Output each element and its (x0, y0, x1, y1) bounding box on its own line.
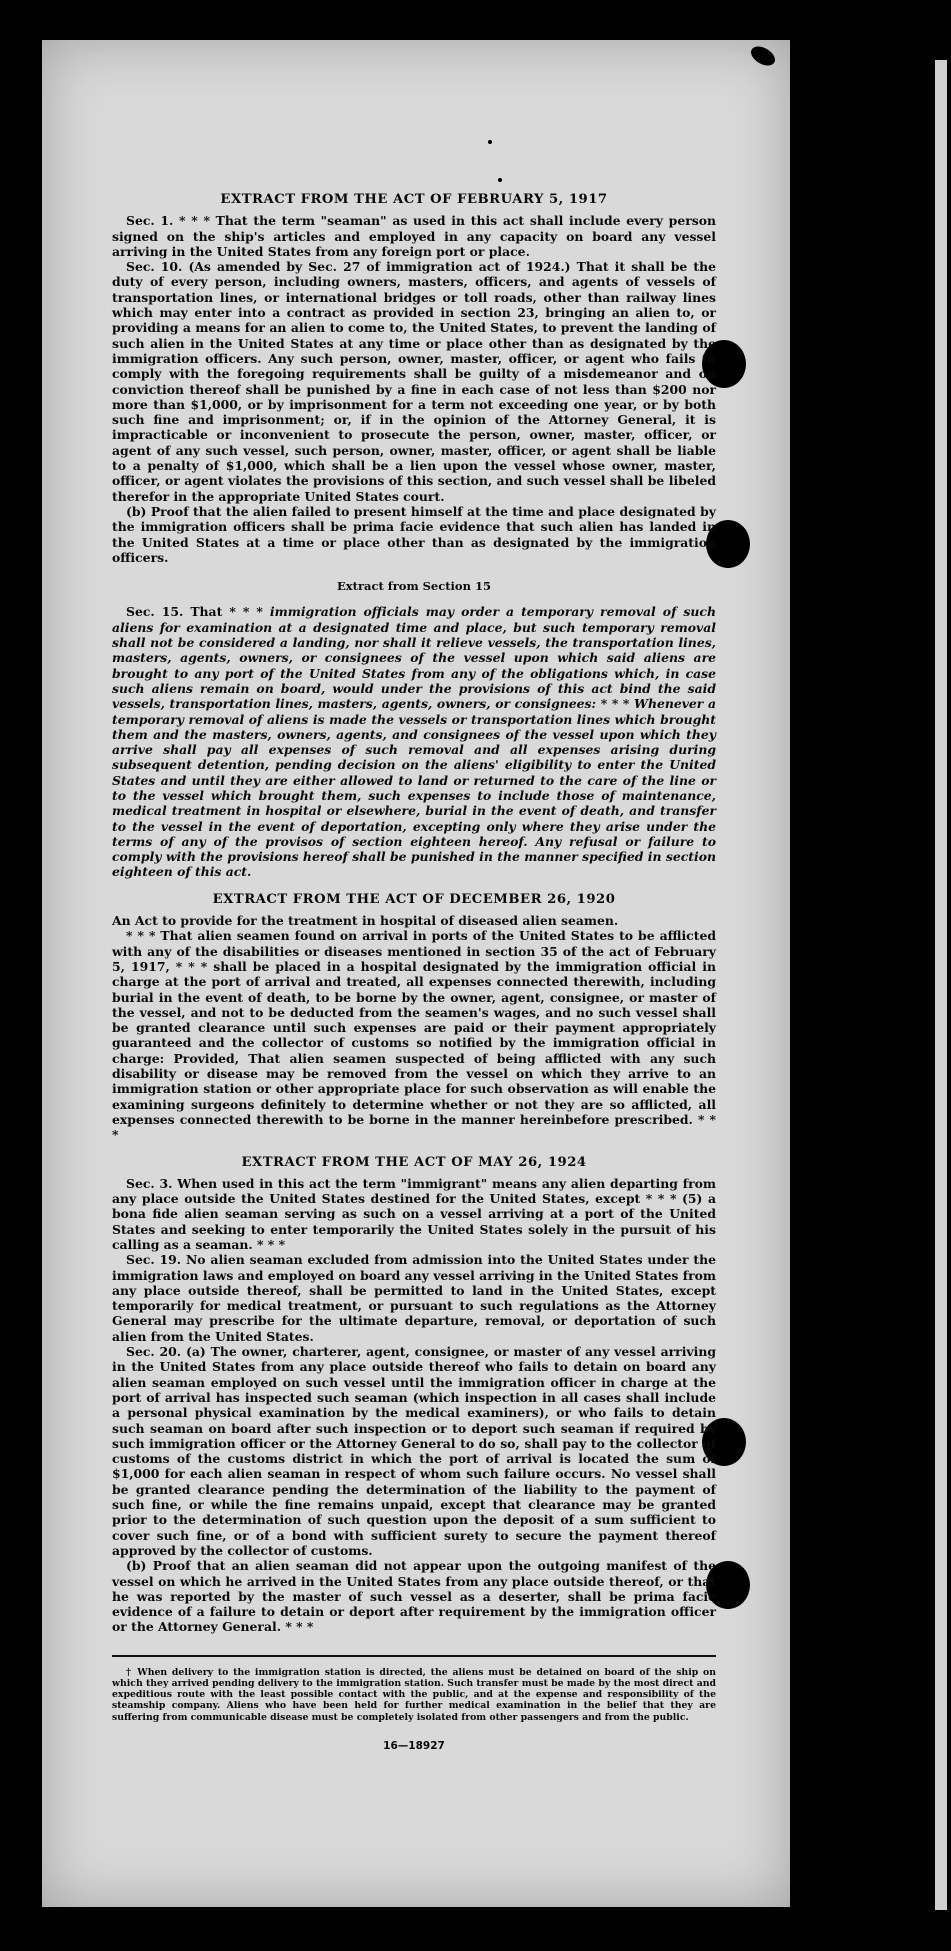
section-act-1924 (112, 1155, 716, 1635)
document-body (112, 184, 716, 1754)
sec-15-lead: Sec. 15. That * * * (126, 604, 263, 620)
paragraph-sec-19: Sec. 19. No alien seaman excluded from admission into the United States under the immigration laws and employed on board any vessel arriving in the United States from any place outside thereof, shall be permitted to land in the United States, except temporarily for medical treatment, or pursuant to such regulations as the Attorney General may prescribe for the ultimate departure, removal, or deportation of such alien from the United States. (112, 1252, 716, 1344)
heading-section-15: Extract from Section 15 (337, 579, 491, 594)
page-number: 16—18927 (383, 1739, 445, 1752)
heading-act-1920: EXTRACT FROM THE ACT OF DECEMBER 26, 1920 (212, 891, 616, 907)
document-page (42, 40, 790, 1907)
paragraph-sec-20-b: (b) Proof that an alien seaman did not appear upon the outgoing manifest of the vessel on which he arrived in the United States from any place outside thereof, or that he was reported by the master of such vessel as a deserter, shall be prima facie evidence of a failure to detain or deport after requirement by the immigration officer or the Attorney General. * * * (112, 1558, 716, 1635)
section-act-1917 (112, 192, 716, 565)
paragraph-1920-intro: An Act to provide for the treatment in hospital of diseased alien seamen. (112, 913, 619, 929)
sec-15-text: immigration officials may order a temporary removal of such aliens for examination at a designated time and place, but such temporary removal shall not be considered a landing, nor shall it relieve vessels, the transportation lines, masters, agents, owners, or consignees of the vessel upon which said aliens are brought to any port of the United States from any of the obligations which, in case such aliens remain on board, would under the provisions of this act bind the said vessels, transportation lines, masters, agents, owners, or consignees: * * * Whenever a temporary removal of aliens is made the vessels or transportation lines which brought them and the masters, owners, agents, and consignees of the vessel upon which they arrive shall pay all expenses of such removal and all expenses arising during subsequent detention, pending decision on the aliens' eligibility to enter the United States and until they are either allowed to land or returned to the care of the line or to the vessel which brought them, such expenses to include those of maintenance, medical treatment in hospital or elsewhere, burial in the event of death, and transfer to the vessel in the event of deportation, excepting only where they arise under the terms of any of the provisos of section eighteen hereof. Any refusal or failure to comply with the provisions hereof shall be punished in the manner specified in section eighteen of this act. (112, 604, 716, 880)
paragraph-sec-3: Sec. 3. When used in this act the term "immigrant" means any alien departing from any place outside the United States destined for the United States, except * * * (5) a bona fide alien seaman serving as such on a vessel arriving at a port of the United States and seeking to enter temporarily the United States solely in the pursuit of his calling as a seaman. * * * (112, 1175, 716, 1252)
ink-blot-mark (748, 43, 779, 70)
footnote: † When delivery to the immigration station is directed, the aliens must be detained on board of the ship on which they arrived pending delivery to the immigration station. Such transfer must be made by the most direct and expeditious route with the least possible contact with the public, and at the expense and responsibility of the steamship company. Aliens who have been held for further medical examination in the belief that they are suffering from communicable disease must be completely isolated from other passengers and from the public. (112, 1666, 716, 1723)
dust-speck (488, 140, 492, 144)
section-15-extract (112, 579, 716, 880)
dust-speck (498, 178, 502, 182)
heading-act-1917: EXTRACT FROM THE ACT OF FEBRUARY 5, 1917 (220, 192, 608, 207)
paragraph-sec-20-a: Sec. 20. (a) The owner, charterer, agent, consignee, or master of any vessel arriving in the United States from any place outside thereof who fails to detain on board any alien seaman employed on such vessel until the immigration officer in charge at the port of arrival has inspected such seaman (which inspection in all cases shall include a personal physical examination by the medical examiners), or who fails to detain such seaman on board after such inspection or to deport such seaman if required by such immigration officer or the Attorney General to do so, shall pay to the collector of customs of the customs district in which the port of arrival is located the sum of $1,000 for each alien seaman in respect of whom such failure occurs. No vessel shall be granted clearance pending the determination of the liability to the payment of such fine, or while the fine remains unpaid, except that clearance may be granted prior to the determination of such question upon the deposit of a sum sufficient to cover such fine, or of a bond with sufficient surety to secure the payment thereof approved by the collector of customs. (112, 1344, 716, 1558)
paragraph-sec-1: Sec. 1. * * * That the term "seaman" as used in this act shall include every person signed on the ship's articles and employed in any capacity on board any vessel arriving in the United States from any foreign port or place. (112, 213, 716, 259)
paragraph-sec-10-b: (b) Proof that the alien failed to present himself at the time and place designated by the immigration officers shall be prima facie evidence that such alien has landed in the United States at a time or place other than as designated by the immigration officers. (112, 503, 716, 565)
paragraph-sec-10: Sec. 10. (As amended by Sec. 27 of immigration act of 1924.) That it shall be the duty of every person, including owners, masters, officers, and agents of vessels of transportation lines, or international bridges or toll roads, other than railway lines which may enter into a contract as provided in section 23, bringing an alien to, or providing a means for an alien to come to, the United States, to prevent the landing of such alien in the United States at any time or place other than as designated by the immigration officers. Any such person, owner, master, officer, or agent who fails to comply with the foregoing requirements shall be guilty of a misdemeanor and on conviction thereof shall be punished by a fine in each case of not less than $200 nor more than $1,000, or by imprisonment for a term not exceeding one year, or by both such fine and imprisonment; or, if in the opinion of the Attorney General, it is impracticable or inconvenient to prosecute the person, owner, master, officer, or agent of any such vessel, such person, owner, master, officer, or agent shall be liable to a penalty of $1,000, which shall be a lien upon the vessel whose owner, master, officer, or agent violates the provisions of this section, and such vessel shall be libeled therefor in the appropriate United States court. (112, 259, 716, 504)
section-act-1920 (112, 892, 716, 1143)
footnote-divider (112, 1655, 716, 1657)
paragraph-1920-body: * * * That alien seamen found on arrival in ports of the United States to be afflicted with any of the disabilities or diseases mentioned in section 35 of the act of February 5, 1917, * * * shall be placed in a hospital designated by the immigration official in charge at the port of arrival and treated, all expenses connected therewith, including burial in the event of death, to be borne by the owner, agent, consignee, or master of the vessel, and not to be deducted from the seamen's wages, and no such vessel shall be granted clearance until such expenses are paid or their payment appropriately guaranteed and the collector of customs so notified by the immigration official in charge: Provided, That alien seamen suspected of being afflicted with any such disability or disease may be removed from the vessel on which they arrive to an immigration station or other appropriate place for such observation as will enable the examining surgeons definitely to determine whether or not they are so afflicted, all expenses connected therewith to be borne in the manner hereinbefore prescribed. * * * (112, 928, 716, 1143)
paragraph-sec-15 (112, 604, 716, 879)
heading-act-1924: EXTRACT FROM THE ACT OF MAY 26, 1924 (241, 1154, 587, 1170)
adjacent-page-edge (935, 60, 947, 1910)
